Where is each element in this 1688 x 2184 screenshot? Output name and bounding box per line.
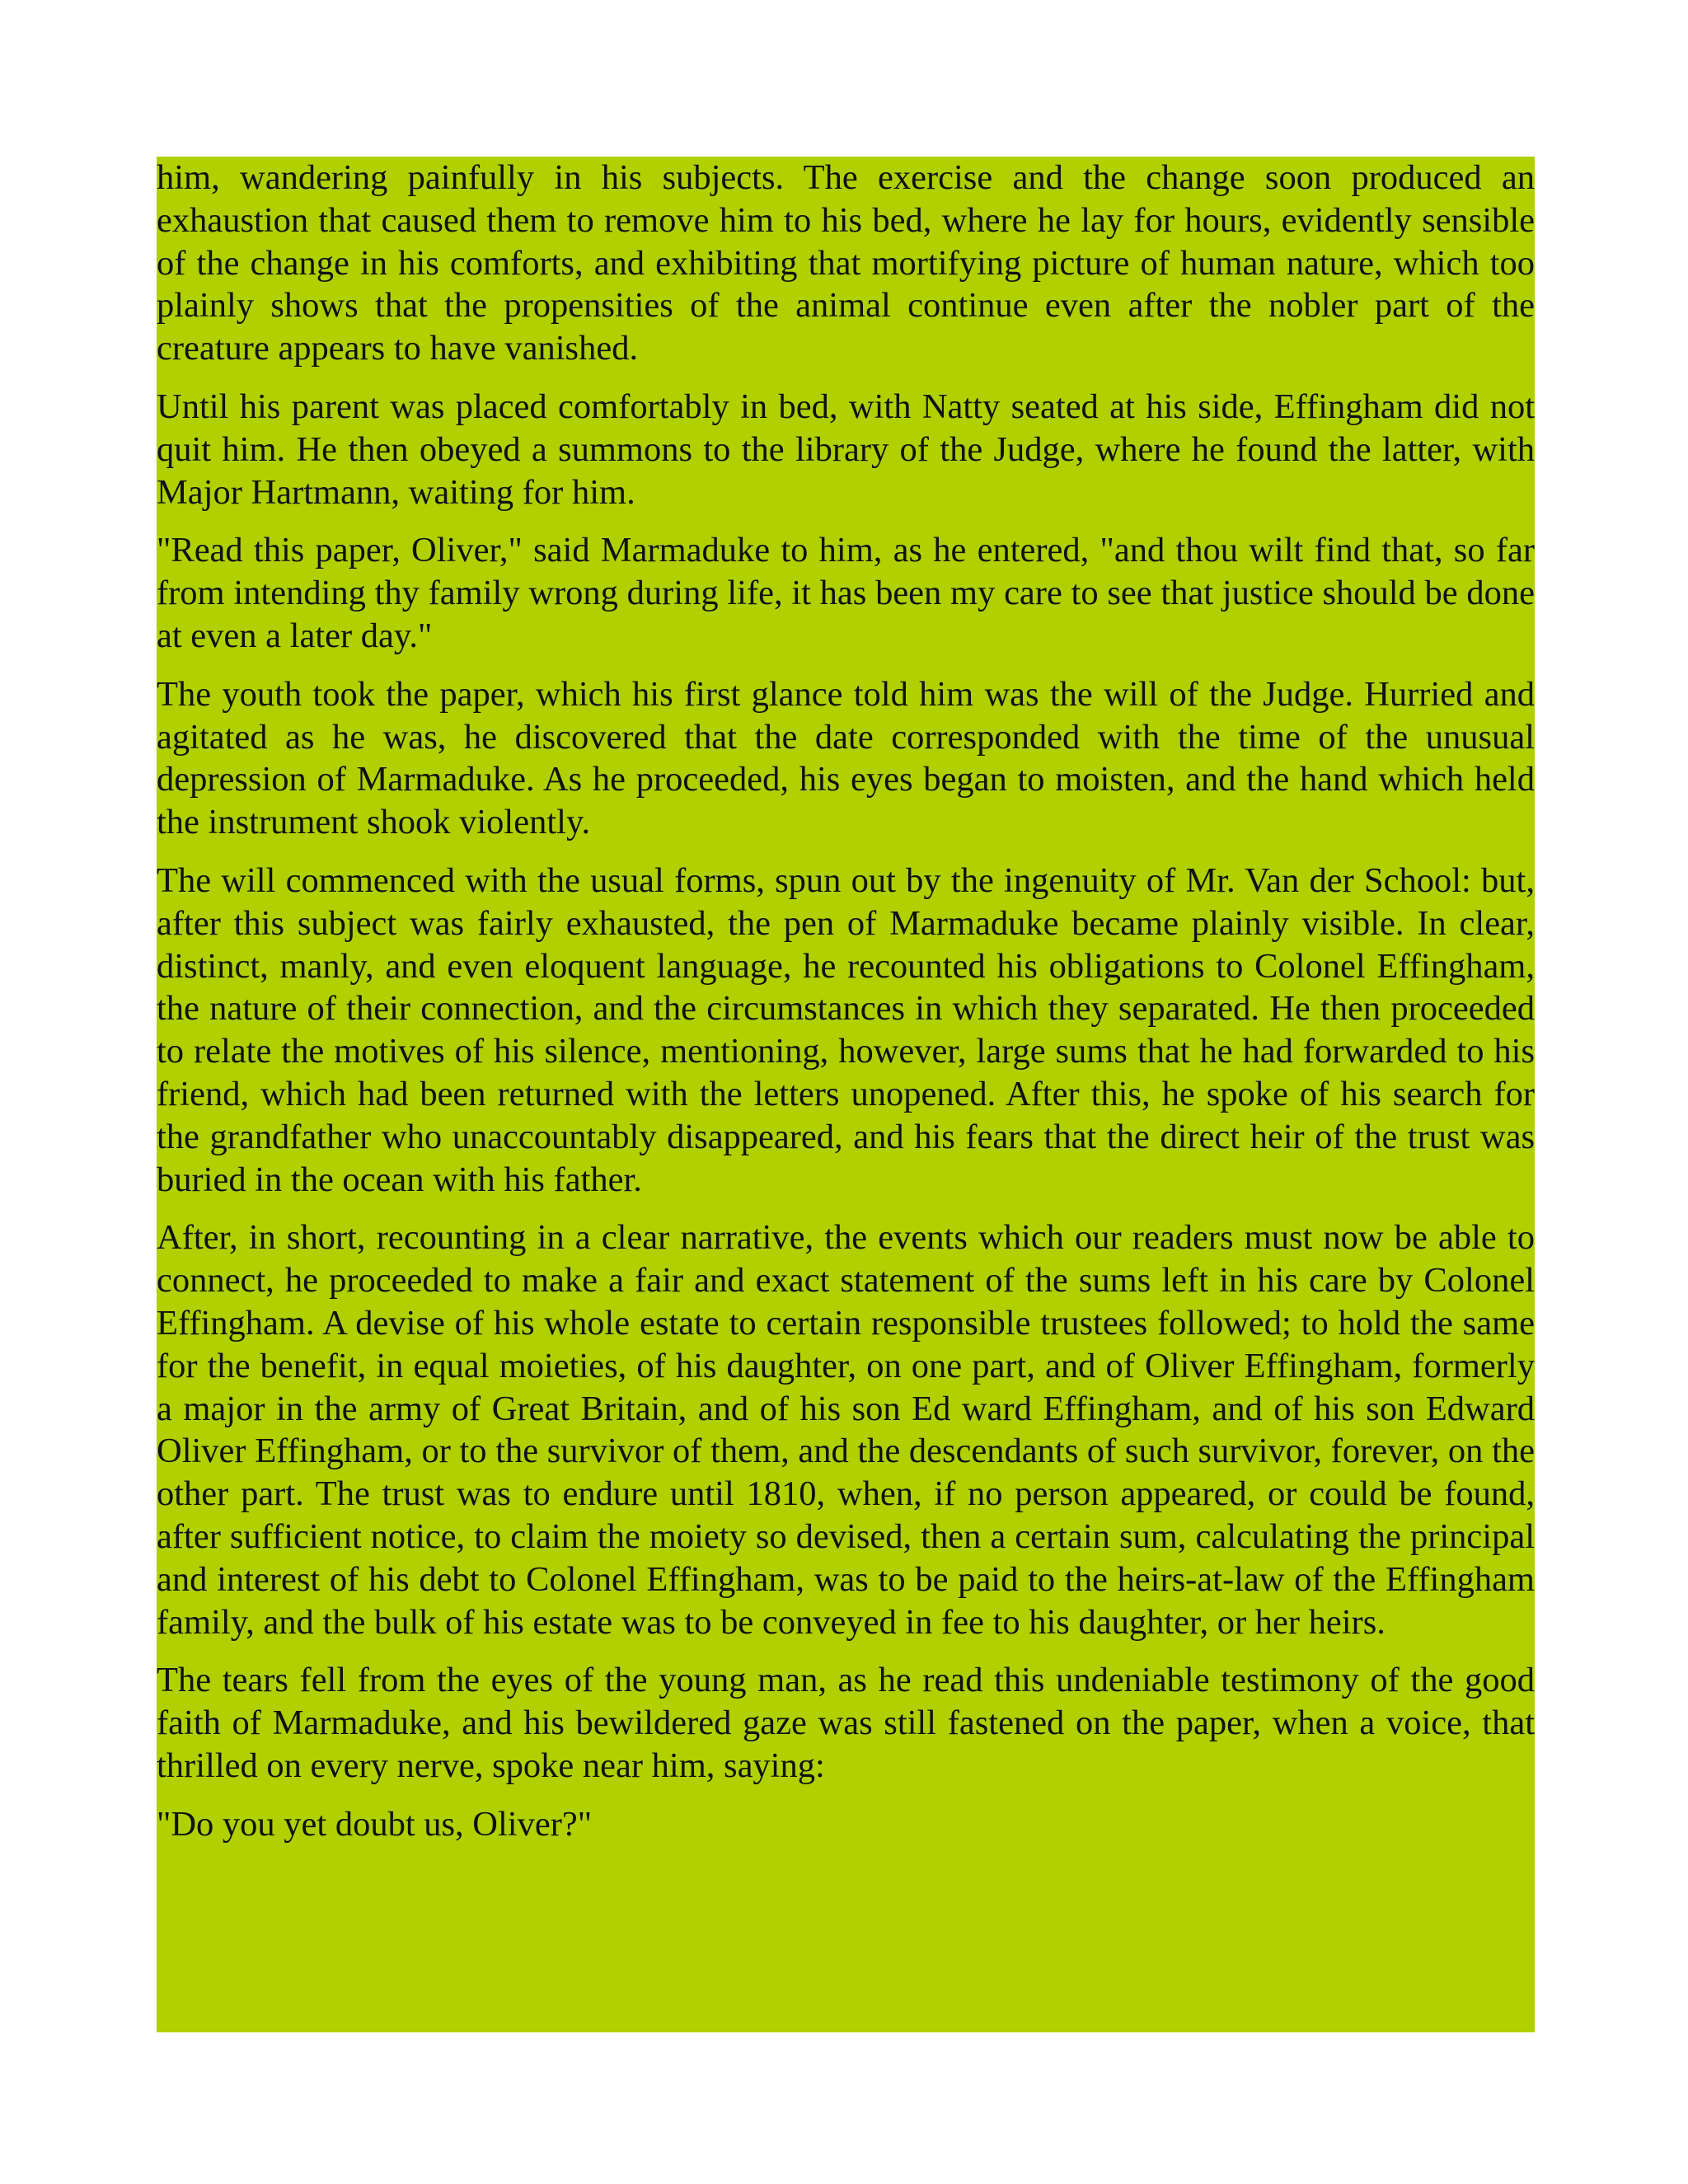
paragraph-5: The will commenced with the usual forms, spun out by the ingenuity of Mr. Van der School: but, after this subject was fairly exhausted, the pen of Marmaduke became plainly visible. In clear, distinct, manly, and even eloquent language, he recounted his obligations to Colonel Effingham, the nature of their connection, and the circumstances in which they separated. He then proceeded to relate the motives of his silence, mentioning, however, large sums that he had forwarded to his friend, which had been returned with the letters unopened. After this, he spoke of his search for the grandfather who unaccountably disappeared, and his fears that the direct heir of the trust was buried in the ocean with his father. <box>157 860 1535 1199</box>
paragraph-8: "Do you yet doubt us, Oliver?" <box>157 1804 593 1844</box>
paragraph-3: "Read this paper, Oliver," said Marmaduke to him, as he entered, "and thou wilt find that, so far from intending thy family wrong during life, it has been my care to see that justice should be done at even a later day." <box>157 531 1535 655</box>
text-block <box>157 157 1535 2032</box>
paragraph-6: After, in short, recounting in a clear narrative, the events which our readers must now be able to connect, he proceeded to make a fair and exact statement of the sums left in his care by Colonel Effingham. A devise of his whole estate to certain responsible trustees followed; to hold the same for the benefit, in equal moieties, of his daughter, on one part, and of Oliver Effingham, formerly a major in the army of Great Britain, and of his son Ed ward Effingham, and of his son Edward Oliver Effingham, or to the survivor of them, and the descendants of such survivor, forever, on the other part. The trust was to endure until 1810, when, if no person appeared, or could be found, after sufficient notice, to claim the moiety so devised, then a certain sum, calculating the principal and interest of his debt to Colonel Effingham, was to be paid to the heirs-at-law of the Effingham family, and the bulk of his estate was to be conveyed in fee to his daughter, or her heirs. <box>157 1218 1535 1642</box>
paragraph-2: Until his parent was placed comfortably in bed, with Natty seated at his side, Effingham did not quit him. He then obeyed a summons to the library of the Judge, where he found the latter, with Major Hartmann, waiting for him. <box>157 387 1535 512</box>
paragraph-4: The youth took the paper, which his first glance told him was the will of the Judge. Hurried and agitated as he was, he discovered that the date corresponded with the time of the unusual depression of Marmaduke. As he proceeded, his eyes began to moisten, and the hand which held the instrument shook violently. <box>157 674 1535 842</box>
paragraph-7: The tears fell from the eyes of the young man, as he read this undeniable testimony of the good faith of Marmaduke, and his bewildered gaze was still fastened on the paper, when a voice, that thrilled on every nerve, spoke near him, saying: <box>157 1661 1535 1785</box>
paragraph-1: him, wandering painfully in his subjects. The exercise and the change soon produced an exhaustion that caused them to remove him to his bed, where he lay for hours, evidently sensible of the change in his comforts, and exhibiting that mortifying picture of human nature, which too plainly shows that the propensities of the animal continue even after the nobler part of the creature appears to have vanished. <box>157 158 1535 368</box>
